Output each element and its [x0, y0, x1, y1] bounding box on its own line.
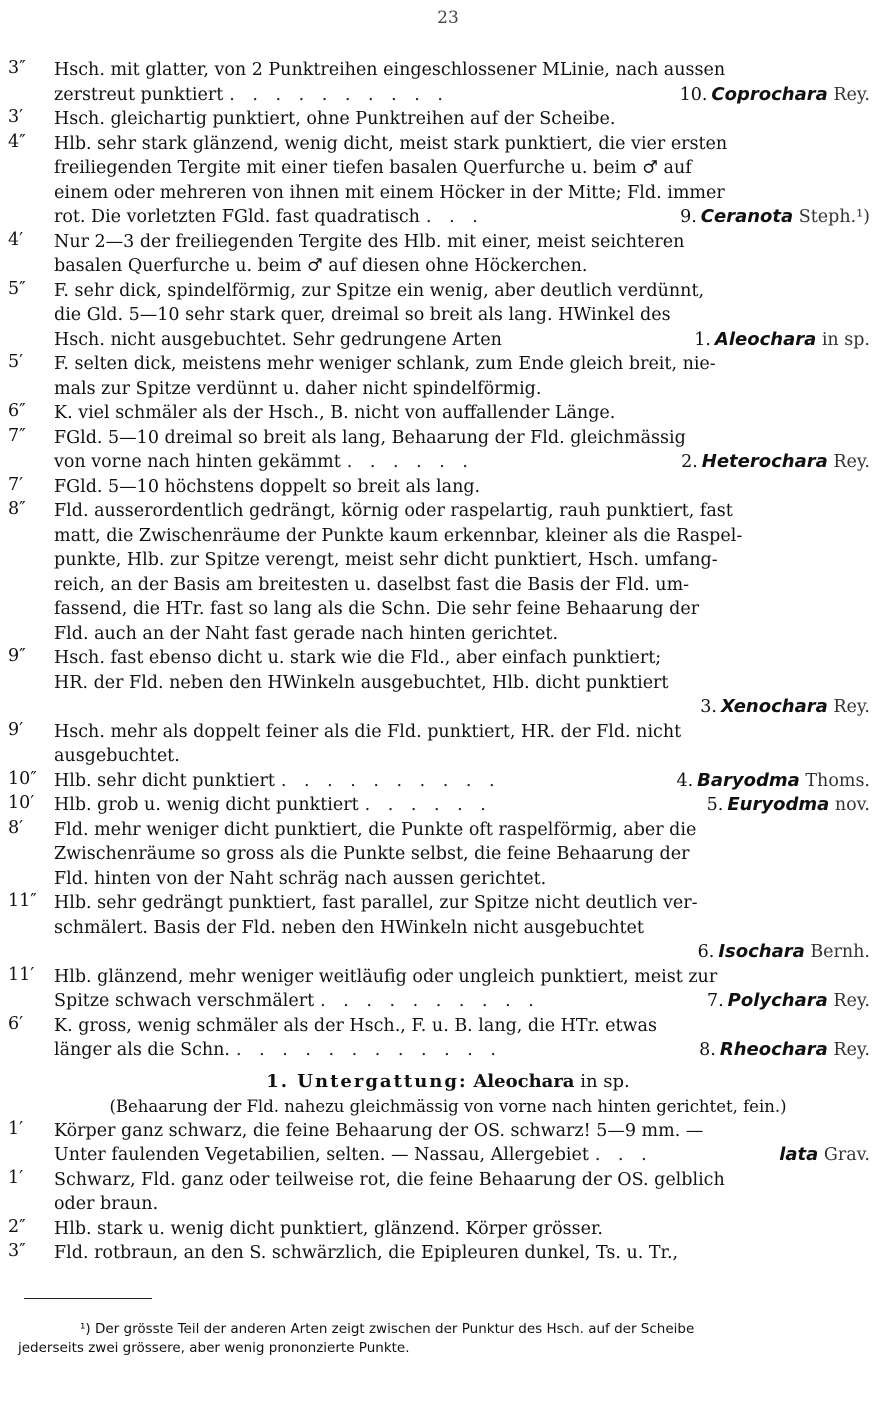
text-line: reich, an der Basis am breitesten u. daselbst fast die Basis der Fld. um- [54, 574, 690, 595]
key-entry [0, 475, 870, 500]
couplet-text [54, 769, 870, 794]
dot-leader: . . . . . . [346, 452, 474, 472]
taxon-number: 7. [706, 991, 724, 1011]
text-line: Hlb. stark u. wenig dicht punktiert, glänzend. Körper grösser. [54, 1218, 603, 1239]
taxon-author: Rey. [827, 1040, 870, 1060]
text-line: einem oder mehreren von ihnen mit einem Höcker in der Mitte; Fld. immer [54, 182, 725, 203]
couplet-label: 1′ [8, 1167, 24, 1188]
text-line-end: länger als die Schn. [54, 1040, 230, 1060]
taxon-name: Polychara [727, 990, 828, 1011]
taxon-number: 1. [694, 329, 711, 350]
leader-line [54, 1038, 870, 1063]
text-line-end: Hlb. sehr dicht punktiert [54, 770, 275, 791]
taxon-name: Rheochara [719, 1039, 828, 1060]
taxon-number: 4. [676, 770, 694, 791]
identification-key [0, 58, 896, 1266]
species-entry [0, 1168, 870, 1217]
couplet-text [54, 401, 870, 426]
text-line: Hsch. fast ebenso dicht u. stark wie die Fld., aber einfach punktiert; [54, 648, 662, 668]
key-entry [0, 499, 870, 646]
taxon-name: Coprochara [711, 83, 828, 105]
taxon-number: 8. [699, 1040, 716, 1060]
leader-line [54, 1143, 870, 1168]
species-entry [0, 1119, 870, 1168]
key-entry [0, 720, 870, 769]
text-line: matt, die Zwischenräume der Punkte kaum erkennbar, kleiner als die Raspel- [54, 525, 743, 546]
taxon-name: Baryodma [697, 769, 800, 791]
taxon-name: Euryodma [727, 794, 830, 815]
taxon-name: Xenochara [720, 696, 828, 717]
couplet-label: 11″ [8, 891, 37, 911]
couplet-text [54, 818, 870, 892]
couplet-text [54, 58, 870, 107]
leader-line [54, 450, 870, 475]
footnote [18, 1320, 868, 1358]
leader-line [54, 989, 870, 1014]
text-line: Hsch. mehr als doppelt feiner als die Fld. punktiert, HR. der Fld. nicht [54, 721, 682, 742]
text-line: punkte, Hlb. zur Spitze verengt, meist sehr dicht punktiert, Hsch. umfang- [54, 550, 718, 570]
key-entry [0, 401, 870, 426]
footnote-line-2: jederseits zwei grössere, aber wenig prononzierte Punkte. [18, 1340, 410, 1356]
couplet-label: 10′ [8, 793, 35, 813]
dot-leader: . . . . . . . . . . [320, 991, 540, 1011]
text-line-end: Spitze schwach verschmälert [54, 991, 315, 1011]
couplet-label: 5″ [8, 278, 26, 299]
key-entry [0, 769, 870, 794]
leader-line [54, 83, 870, 108]
taxon-author: Rey. [827, 84, 870, 105]
key-entry [0, 818, 870, 892]
key-entry [0, 1014, 870, 1063]
couplet-text [54, 426, 870, 475]
key-entry [0, 132, 870, 230]
dot-leader: . . . . . . [364, 795, 492, 815]
text-line: Körper ganz schwarz, die feine Behaarung der OS. schwarz! 5—9 mm. — [54, 1120, 704, 1141]
text-line: Fld. ausserordentlich gedrängt, körnig oder raspelartig, rauh punktiert, fast [54, 501, 733, 521]
text-line: F. sehr dick, spindelförmig, zur Spitze ein wenig, aber deutlich verdünnt, [54, 280, 705, 301]
text-line: Hlb. sehr gedrängt punktiert, fast parallel, zur Spitze nicht deutlich ver- [54, 893, 698, 913]
couplet-label: 7′ [8, 474, 24, 495]
leader-line [54, 769, 870, 794]
species-entry [0, 1241, 870, 1266]
taxon-number: 2. [681, 452, 698, 472]
key-entry [0, 58, 870, 107]
couplet-text [54, 107, 870, 132]
couplet-text [54, 1217, 870, 1242]
leader-line [54, 793, 870, 818]
subgenus-name: Aleochara [473, 1070, 575, 1092]
key-entry [0, 793, 870, 818]
couplet-text [54, 720, 870, 769]
text-line: Hlb. sehr stark glänzend, wenig dicht, meist stark punktiert, die vier ersten [54, 133, 728, 154]
text-line: schmälert. Basis der Fld. neben den HWinkeln nicht ausgebuchtet [54, 917, 644, 938]
key-entry [0, 230, 870, 279]
couplet-text [54, 1168, 870, 1217]
text-line-end: Unter faulenden Vegetabilien, selten. — Nassau, Allergebiet [54, 1145, 589, 1165]
leader-line [54, 205, 870, 230]
couplet-label: 6″ [8, 401, 26, 421]
key-entry [0, 646, 870, 720]
couplet-label: 3″ [8, 58, 26, 78]
key-entry [0, 965, 870, 1014]
couplet-label: 9′ [8, 719, 24, 740]
leader-line [54, 328, 870, 353]
subgenus-note: (Behaarung der Fld. nahezu gleichmässig von vorne nach hinten gerichtet, fein.) [109, 1096, 787, 1116]
couplet-label: 3′ [8, 107, 24, 127]
couplet-text [54, 1241, 870, 1266]
key-entry [0, 426, 870, 475]
text-line-end: Hsch. nicht ausgebuchtet. Sehr gedrungene Arten [54, 329, 502, 350]
text-line-end: von vorne nach hinten gekämmt [54, 452, 341, 472]
taxon-author: Rey. [827, 991, 870, 1011]
subgenus-heading [0, 1069, 896, 1095]
taxon-name: Aleochara [714, 328, 817, 350]
couplet-text [54, 891, 870, 965]
taxon-number: 9. [680, 207, 697, 227]
taxon-author: Grav. [818, 1145, 870, 1165]
page-number: 23 [437, 8, 459, 28]
text-line: Fld. hinten von der Naht schräg nach aussen gerichtet. [54, 868, 547, 889]
couplet-label: 3″ [8, 1241, 26, 1261]
couplet-text [54, 965, 870, 1014]
text-line: Schwarz, Fld. ganz oder teilweise rot, die feine Behaarung der OS. gelblich [54, 1169, 725, 1190]
text-line: Fld. mehr weniger dicht punktiert, die Punkte oft raspelförmig, aber die [54, 819, 697, 840]
taxon-author: Thoms. [799, 770, 870, 791]
taxon-author: Rey. [827, 452, 870, 472]
text-line: Nur 2—3 der freiliegenden Tergite des Hlb. mit einer, meist seichteren [54, 231, 685, 252]
dot-leader: . . . [594, 1145, 653, 1165]
couplet-label: 2″ [8, 1216, 26, 1237]
key-entry [0, 352, 870, 401]
text-line: mals zur Spitze verdünnt u. daher nicht spindelförmig. [54, 378, 542, 399]
text-line: ausgebuchtet. [54, 746, 180, 766]
footnote-line-1: Der grösste Teil der anderen Arten zeigt zwischen der Punktur des Hsch. auf der Scheibe [94, 1321, 695, 1337]
text-line: basalen Querfurche u. beim ♂ auf diesen ohne Höckerchen. [54, 256, 588, 276]
key-entry [0, 107, 870, 132]
text-line-end: Hlb. grob u. wenig dicht punktiert [54, 795, 359, 815]
text-line: Zwischenräume so gross als die Punkte selbst, die feine Behaarung der [54, 844, 690, 864]
couplet-text [54, 499, 870, 646]
couplet-text [54, 230, 870, 279]
couplet-label: 11′ [8, 964, 35, 985]
text-line: Hlb. glänzend, mehr weniger weitläufig oder ungleich punktiert, meist zur [54, 966, 718, 987]
taxon-name: Isochara [718, 941, 805, 962]
taxon-line [54, 940, 870, 965]
couplet-label: 5′ [8, 352, 24, 372]
text-line: FGld. 5—10 dreimal so breit als lang, Behaarung der Fld. gleichmässig [54, 427, 686, 448]
taxon-author: Steph.¹) [793, 207, 870, 227]
couplet-label: 6′ [8, 1013, 24, 1034]
footnote-mark: ¹) [80, 1321, 91, 1337]
footnote-rule [24, 1298, 152, 1299]
couplet-label: 4′ [8, 229, 24, 250]
taxon-name: Heterochara [701, 451, 828, 472]
taxon-author: Bernh. [804, 942, 870, 962]
text-line: Hsch. gleichartig punktiert, ohne Punktreihen auf der Scheibe. [54, 109, 616, 129]
text-line: K. viel schmäler als der Hsch., B. nicht von auffallender Länge. [54, 403, 616, 423]
couplet-label: 8′ [8, 817, 24, 838]
couplet-label: 9″ [8, 646, 26, 666]
taxon-number: 3. [700, 697, 717, 717]
taxon-author: nov. [829, 795, 870, 815]
text-line: K. gross, wenig schmäler als der Hsch., F. u. B. lang, die HTr. etwas [54, 1015, 657, 1036]
key-entry [0, 891, 870, 965]
couplet-label: 7″ [8, 425, 26, 446]
dot-leader: . . . . . . . . . . [229, 84, 449, 105]
taxon-number: 5. [706, 795, 724, 815]
text-line: FGld. 5—10 höchstens doppelt so breit als lang. [54, 476, 481, 497]
taxon-author: in sp. [816, 329, 870, 350]
text-line: F. selten dick, meistens mehr weniger schlank, zum Ende gleich breit, nie- [54, 354, 716, 374]
species-entry [0, 1217, 870, 1242]
text-line: die Gld. 5—10 sehr stark quer, dreimal so breit als lang. HWinkel des [54, 305, 671, 325]
couplet-text [54, 793, 870, 818]
couplet-text [54, 475, 870, 500]
taxon-name: Ceranota [700, 206, 794, 227]
text-line: Hsch. mit glatter, von 2 Punktreihen eingeschlossener MLinie, nach aussen [54, 60, 726, 80]
subgenus-prefix: 1. Untergattung: [266, 1070, 468, 1092]
text-line-end: rot. Die vorletzten FGld. fast quadratisch [54, 207, 420, 227]
taxon-line [54, 695, 870, 720]
dot-leader: . . . . . . . . . . . . [235, 1040, 502, 1060]
couplet-text [54, 132, 870, 230]
text-line: freiliegenden Tergite mit einer tiefen basalen Querfurche u. beim ♂ auf [54, 158, 692, 178]
taxon-number: 10. [679, 84, 708, 105]
couplet-label: 8″ [8, 499, 26, 519]
couplet-text [54, 646, 870, 720]
subgenus-suffix: in sp. [580, 1070, 630, 1092]
taxon-name: lata [779, 1144, 819, 1165]
taxon-number: 6. [697, 942, 715, 962]
couplet-label: 1′ [8, 1118, 24, 1139]
couplet-text [54, 1119, 870, 1168]
text-line: oder braun. [54, 1194, 159, 1214]
couplet-text [54, 1014, 870, 1063]
dot-leader: . . . . . . . . . . [280, 770, 501, 791]
couplet-text [54, 352, 870, 401]
text-line: Fld. rotbraun, an den S. schwärzlich, die Epipleuren dunkel, Ts. u. Tr., [54, 1243, 679, 1263]
dot-leader: . . . [425, 207, 484, 227]
text-line-end: zerstreut punktiert [54, 84, 224, 105]
couplet-text [54, 279, 870, 353]
text-line: Fld. auch an der Naht fast gerade nach hinten gerichtet. [54, 623, 559, 644]
key-entry [0, 279, 870, 353]
text-line: fassend, die HTr. fast so lang als die Schn. Die sehr feine Behaarung der [54, 599, 700, 619]
text-line: HR. der Fld. neben den HWinkeln ausgebuchtet, Hlb. dicht punktiert [54, 672, 669, 693]
couplet-label: 10″ [8, 768, 37, 789]
taxon-author: Rey. [827, 697, 870, 717]
couplet-label: 4″ [8, 131, 26, 152]
